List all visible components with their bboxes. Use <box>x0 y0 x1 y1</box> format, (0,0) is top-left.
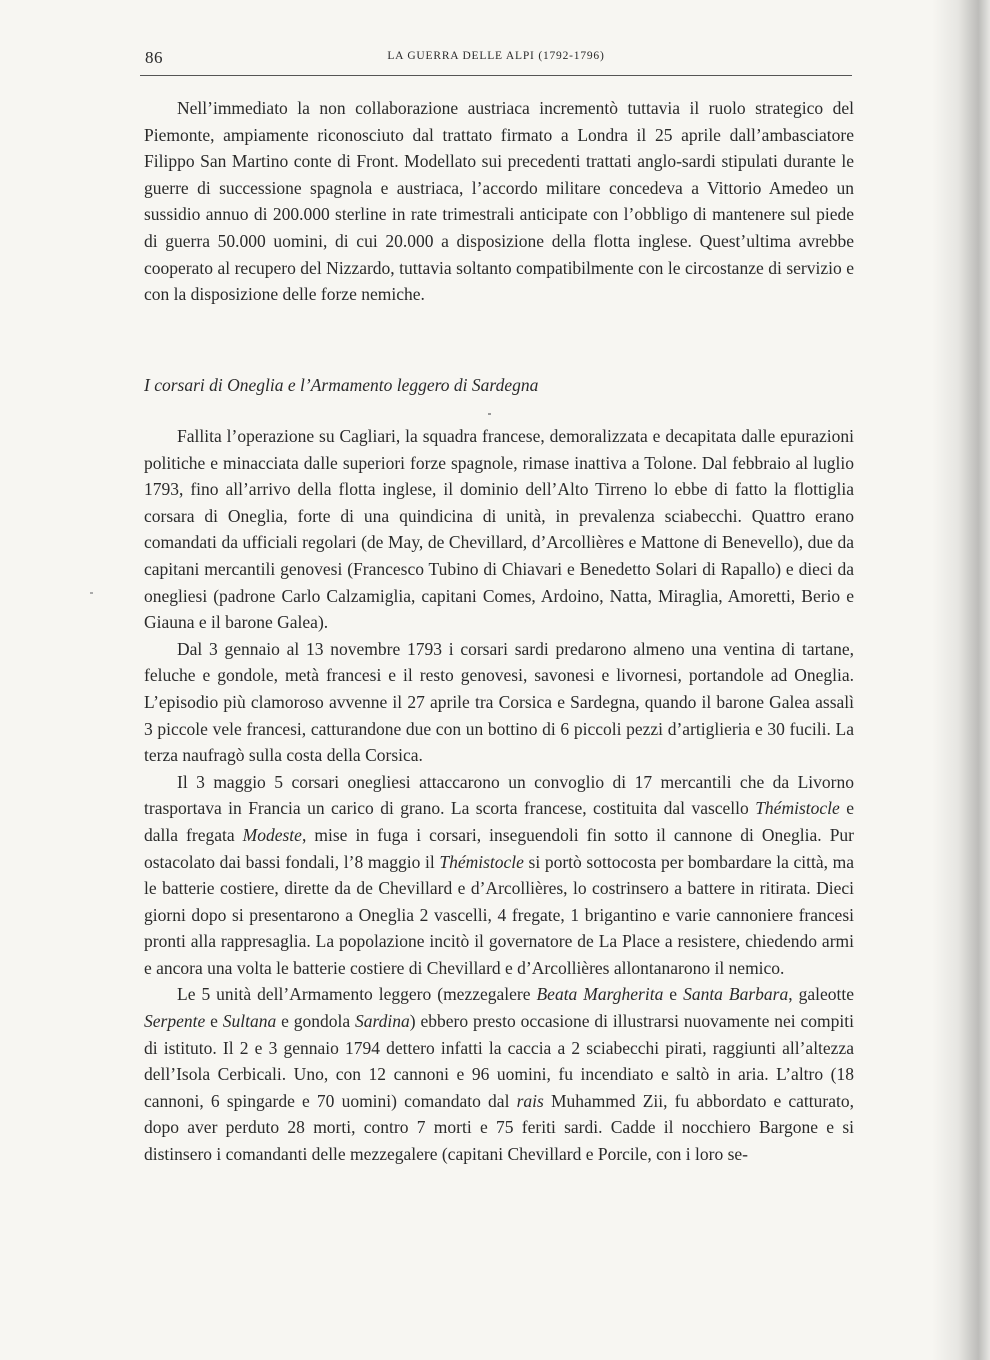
ship-name: Santa Barbara <box>683 984 789 1005</box>
paragraph: Le 5 unità dell’Armamento leggero (mezzegalere Beata Margherita e Santa Barbara, galeotte Serpente e Sultana e gondola Sardina) ebbero presto occasione di illustrarsi nuovamente nei compiti di istituto. Il 2 e 3 gennaio 1794 dettero infatti la caccia a 2 sciabecchi pirati, raggiunti all’altezza dell’Isola Cerbicali. Uno, con 12 cannoni e 96 uomini, fu incendiato e saltò in aria. L’altro (18 cannoni, 6 spingarde e 70 uomini) comandato dal rais Muhammed Zii, fu abbordato e catturato, dopo aver perduto 28 morti, contro 7 morti e 75 feriti sardi. Cadde il nocchiero Bargone e si distinsero i comandanti delle mezzegalere (capitani Chevillard e Porcile, con i loro se- <box>144 984 854 1165</box>
running-title: LA GUERRA DELLE ALPI (1792-1796) <box>387 50 605 62</box>
ship-name: Sardina <box>354 1011 410 1032</box>
margin-speck <box>90 592 93 594</box>
ship-name: Thémistocle <box>439 851 524 872</box>
section-heading: I corsari di Oneglia e l’Armamento leggero di Sardegna <box>144 375 539 395</box>
paragraph: Il 3 maggio 5 corsari onegliesi attaccarono un convoglio di 17 mercantili che da Livorno trasportava in Francia un carico di grano. La scorta francese, costituita dal vascello Thémistocle e dalla fregata Modeste, mise in fuga i corsari, inseguendoli fin sotto il cannone di Oneglia. Pur ostacolato dai bassi fondali, l’8 maggio il Thémistocle si portò sottocosta per bombardare la città, ma le batterie costiere, dirette da de Chevillard e d’Arcollières, lo costrinsero a battere in ritirata. Dieci giorni dopo si presentarono a Oneglia 2 vascelli, 4 fregate, 1 brigantino e varie cannoniere francesi pronti alla rappresaglia. La popolazione incitò il governatore de La Place a resistere, chiedendo armi e ancora una volta le batterie costiere di Chevillard e d’Arcollières allontanarono il nemico. <box>144 771 855 978</box>
speck-mark <box>488 413 491 415</box>
ship-name: Sultana <box>222 1011 277 1032</box>
spine-shadow <box>932 0 990 1360</box>
header-rule <box>140 75 852 76</box>
section-body <box>144 423 854 1168</box>
page-number: 86 <box>145 48 163 67</box>
ship-name: Serpente <box>144 1011 206 1032</box>
ship-name: Thémistocle <box>755 798 840 819</box>
ship-name: Beata Margherita <box>536 984 664 1005</box>
paragraph: Dal 3 gennaio al 13 novembre 1793 i corsari sardi predarono almeno una ventina di tartane, feluche e gondole, metà francesi e il resto genovesi, savonesi e livornesi, portandole ad Oneglia. L’episodio più clamoroso avvenne il 27 aprile tra Corsica e Sardegna, quando il barone Galea assalì 3 piccole vele francesi, catturandone due con un bottino di 6 piccoli pezzi d’artiglieria e 30 fucili. La terza naufragò sulla costa della Corsica. <box>144 638 854 766</box>
italic-term: rais <box>516 1090 544 1111</box>
intro-text <box>144 95 854 308</box>
ship-name: Modeste <box>242 824 302 845</box>
paragraph: Fallita l’operazione su Cagliari, la squadra francese, demoralizzata e decapitata dalle epurazioni politiche e minacciata dalle superiori forze spagnole, rimase inattiva a Tolone. Dal febbraio al luglio 1793, fino all’arrivo della flotta inglese, il dominio dell’Alto Tirreno lo ebbe di fatto la flottiglia corsara di Oneglia, forte di una quindicina di unità, in prevalenza sciabecchi. Quattro erano comandati da ufficiali regolari (de May, de Chevillard, d’Arcollières e Mattone di Benevello), due da capitani mercantili genovesi (Francesco Tubino di Chiavari e Benedetto Solari di Rapallo) e dieci da onegliesi (padrone Carlo Calzamiglia, capitani Comes, Ardoino, Natta, Miraglia, Amoretti, Berio e Giauna e il barone Galea). <box>144 426 854 633</box>
page-header <box>140 48 852 72</box>
paragraph: Nell’immediato la non collaborazione austriaca incrementò tuttavia il ruolo strategico del Piemonte, ampiamente riconosciuto dal trattato firmato a Londra il 25 aprile dall’ambasciatore Filippo San Martino conte di Front. Modellato sui precedenti trattati anglo-sardi stipulati durante le guerre di successione spagnola e austriaca, l’accordo militare concedeva a Vittorio Amedeo un sussidio annuo di 200.000 sterline in rate trimestrali anticipate con l’obbligo di mantenere sul piede di guerra 50.000 uomini, di cui 20.000 a disposizione della flotta inglese. Quest’ultima avrebbe cooperato al recupero del Nizzardo, tuttavia soltanto compatibilmente con le circostanze di servizio e con la disposizione delle forze nemiche. <box>144 98 854 305</box>
